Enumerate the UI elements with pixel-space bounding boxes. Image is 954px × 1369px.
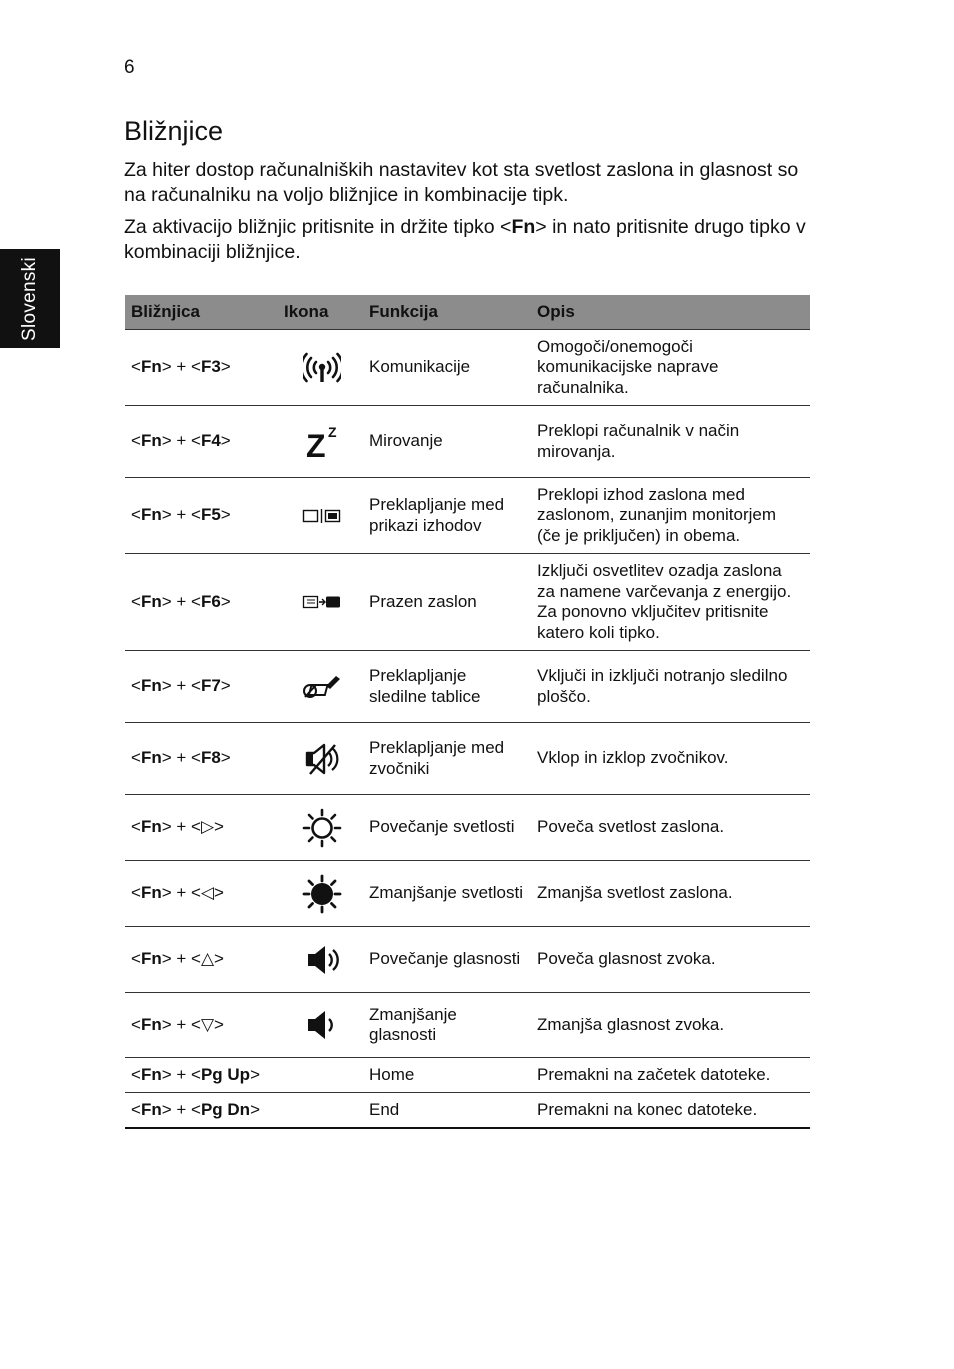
description-cell: Preklopi izhod zaslona med zaslonom, zunanjim monitorjem (če je priključen) in obema. (531, 478, 810, 554)
fn-key: Fn (140, 591, 162, 611)
icon-cell (280, 478, 363, 554)
shortcut-separator: > + < (161, 505, 201, 525)
description-cell: Poveča svetlost zaslona. (531, 795, 810, 861)
icon-cell (280, 554, 363, 651)
function-cell: Prazen zaslon (363, 554, 531, 651)
icon-cell (280, 330, 363, 406)
shortcut-key: Pg Up (200, 1064, 251, 1084)
description-cell: Vklop in izklop zvočnikov. (531, 723, 810, 795)
shortcut-cell: <Fn> + <▽> (125, 993, 280, 1058)
table-row (125, 1058, 810, 1093)
brightness-up-icon (302, 817, 342, 836)
description-cell: Izključi osvetlitev ozadja zaslona za namene varčevanja z energijo. Za ponovno vključitev pritisnite katero koli tipko. (531, 554, 810, 651)
header-shortcut: Bližnjica (125, 295, 280, 330)
fn-key: Fn (140, 357, 162, 377)
description-cell: Zmanjša svetlost zaslona. (531, 861, 810, 927)
shortcut-cell: <Fn> + <◁> (125, 861, 280, 927)
fn-key: Fn (140, 949, 162, 969)
header-icon: Ikona (280, 295, 363, 330)
function-cell: Preklapljanje sledilne tablice (363, 651, 531, 723)
function-cell: Povečanje svetlosti (363, 795, 531, 861)
intro-2-before: Za aktivacijo bližnjic pritisnite in držite tipko < (124, 216, 512, 238)
shortcut-cell: <Fn> + <F8> (125, 723, 280, 795)
function-cell: Zmanjšanje svetlosti (363, 861, 531, 927)
description-cell: Zmanjša glasnost zvoka. (531, 993, 810, 1058)
description-cell: Preklopi računalnik v način mirovanja. (531, 406, 810, 478)
shortcut-key: ▽ (200, 1014, 215, 1034)
fn-key: Fn (140, 676, 162, 696)
shortcut-key: F3 (200, 357, 221, 377)
function-cell: Preklapljanje med prikazi izhodov (363, 478, 531, 554)
shortcut-separator: > + < (161, 748, 201, 768)
table-row (125, 554, 810, 651)
display-toggle-icon (302, 505, 342, 524)
shortcut-key: F7 (200, 676, 221, 696)
fn-key: Fn (140, 505, 162, 525)
shortcut-cell: <Fn> + <F3> (125, 330, 280, 406)
fn-key: Fn (140, 883, 162, 903)
table-row (125, 330, 810, 406)
intro-2-key: Fn (511, 216, 536, 238)
fn-key: Fn (140, 1064, 162, 1084)
shortcut-separator: > + < (161, 949, 201, 969)
icon-cell (280, 1093, 363, 1128)
description-cell: Premakni na konec datoteke. (531, 1093, 810, 1128)
shortcuts-table (125, 295, 810, 1129)
icon-cell (280, 723, 363, 795)
function-cell: Preklapljanje med zvočniki (363, 723, 531, 795)
table-row (125, 1093, 810, 1128)
table-row (125, 861, 810, 927)
volume-down-icon (304, 1014, 340, 1033)
shortcut-cell: <Fn> + <F7> (125, 651, 280, 723)
fn-key: Fn (140, 817, 162, 837)
page-number: 6 (124, 57, 135, 78)
speaker-mute-icon (302, 748, 342, 767)
shortcut-cell: <Fn> + <▷> (125, 795, 280, 861)
shortcut-separator: > + < (161, 431, 201, 451)
shortcut-cell: <Fn> + <F6> (125, 554, 280, 651)
fn-key: Fn (140, 1099, 162, 1119)
table-row (125, 406, 810, 478)
intro-2-after: > in nato pritisnite drugo tipko v kombinaciji bližnjice. (124, 216, 806, 263)
intro-paragraph-1: Za hiter dostop računalniških nastavitev kot sta svetlost zaslona in glasnost so na računalniku na voljo bližnjice in kombinacije tipk. (124, 159, 799, 206)
brightness-down-icon (302, 883, 342, 902)
shortcut-cell: <Fn> + <Pg Dn> (125, 1093, 280, 1128)
description-cell: Omogoči/onemogoči komunikacijske naprave računalnika. (531, 330, 810, 406)
function-cell: Mirovanje (363, 406, 531, 478)
shortcut-separator: > + < (161, 357, 201, 377)
shortcut-separator: > + < (161, 1064, 201, 1084)
description-cell: Poveča glasnost zvoka. (531, 927, 810, 993)
shortcut-key: F6 (200, 591, 221, 611)
icon-cell (280, 1058, 363, 1093)
shortcut-key: ▷ (200, 817, 215, 837)
icon-cell (280, 406, 363, 478)
function-cell: End (363, 1093, 531, 1128)
description-cell: Vključi in izključi notranjo sledilno ploščo. (531, 651, 810, 723)
shortcut-separator: > + < (161, 1014, 201, 1034)
table-row (125, 927, 810, 993)
function-cell: Povečanje glasnosti (363, 927, 531, 993)
icon-cell (280, 993, 363, 1058)
shortcut-key: F8 (200, 748, 221, 768)
function-cell: Home (363, 1058, 531, 1093)
shortcut-separator: > + < (161, 1099, 201, 1119)
shortcut-key: △ (200, 949, 215, 969)
fn-key: Fn (140, 431, 162, 451)
header-description: Opis (531, 295, 810, 330)
fn-key: Fn (140, 748, 162, 768)
table-row (125, 651, 810, 723)
function-cell: Komunikacije (363, 330, 531, 406)
table-row (125, 795, 810, 861)
shortcut-cell: <Fn> + <△> (125, 927, 280, 993)
shortcut-separator: > + < (161, 676, 201, 696)
shortcut-separator: > + < (161, 883, 201, 903)
shortcut-separator: > + < (161, 817, 201, 837)
shortcut-cell: <Fn> + <Pg Up> (125, 1058, 280, 1093)
page-title: Bližnjice (124, 116, 224, 146)
shortcut-key: F5 (200, 505, 221, 525)
table-row (125, 723, 810, 795)
table-row (125, 478, 810, 554)
svg-text:Z: Z (327, 423, 337, 440)
svg-text:Z: Z (305, 427, 326, 460)
header-function: Funkcija (363, 295, 531, 330)
fn-key: Fn (140, 1014, 162, 1034)
icon-cell (280, 861, 363, 927)
language-side-tab (0, 249, 60, 348)
function-cell: Zmanjšanje glasnosti (363, 993, 531, 1058)
table-row (125, 993, 810, 1058)
icon-cell (280, 651, 363, 723)
volume-up-icon (304, 949, 340, 968)
sleep-zz-icon (304, 423, 340, 460)
icon-cell (280, 927, 363, 993)
shortcut-cell: <Fn> + <F5> (125, 478, 280, 554)
icon-cell (280, 795, 363, 861)
blank-screen-icon (302, 592, 342, 611)
shortcut-separator: > + < (161, 591, 201, 611)
shortcut-key: Pg Dn (200, 1099, 251, 1119)
description-cell: Premakni na začetek datoteke. (531, 1058, 810, 1093)
wireless-communication-icon (303, 357, 341, 376)
touchpad-toggle-icon (302, 676, 342, 695)
shortcut-cell: <Fn> + <F4> (125, 406, 280, 478)
shortcut-key: F4 (200, 431, 221, 451)
intro-paragraph-2 (124, 215, 814, 265)
shortcut-key: ◁ (200, 883, 215, 903)
language-side-tab-label: Slovenski (19, 256, 40, 341)
shortcuts-table-header (125, 295, 810, 330)
